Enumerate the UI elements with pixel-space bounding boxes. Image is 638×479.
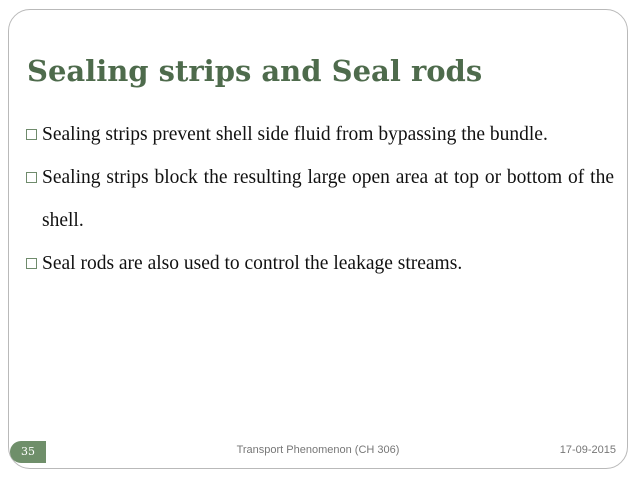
bullet-text: Seal rods are also used to control the leakage streams. [42, 253, 463, 274]
bullet-item [26, 242, 614, 285]
slide-footer [0, 440, 638, 464]
bullet-text: Sealing strips prevent shell side fluid from bypassing the bundle. [42, 124, 548, 145]
hollow-square-bullet-icon [26, 258, 37, 269]
hollow-square-bullet-icon [26, 129, 37, 140]
page-number: 35 [10, 441, 46, 463]
bullet-item [26, 156, 614, 242]
hollow-square-bullet-icon [26, 172, 37, 183]
footer-date: 17-09-2015 [559, 444, 616, 456]
bullet-list [26, 113, 614, 285]
bullet-text: Sealing strips block the resulting large open area at top or bottom of the shell. [42, 167, 614, 231]
footer-course-title: Transport Phenomenon (CH 306) [236, 444, 400, 456]
slide-title: Sealing strips and Seal rods [27, 54, 483, 88]
bullet-item [26, 113, 614, 156]
